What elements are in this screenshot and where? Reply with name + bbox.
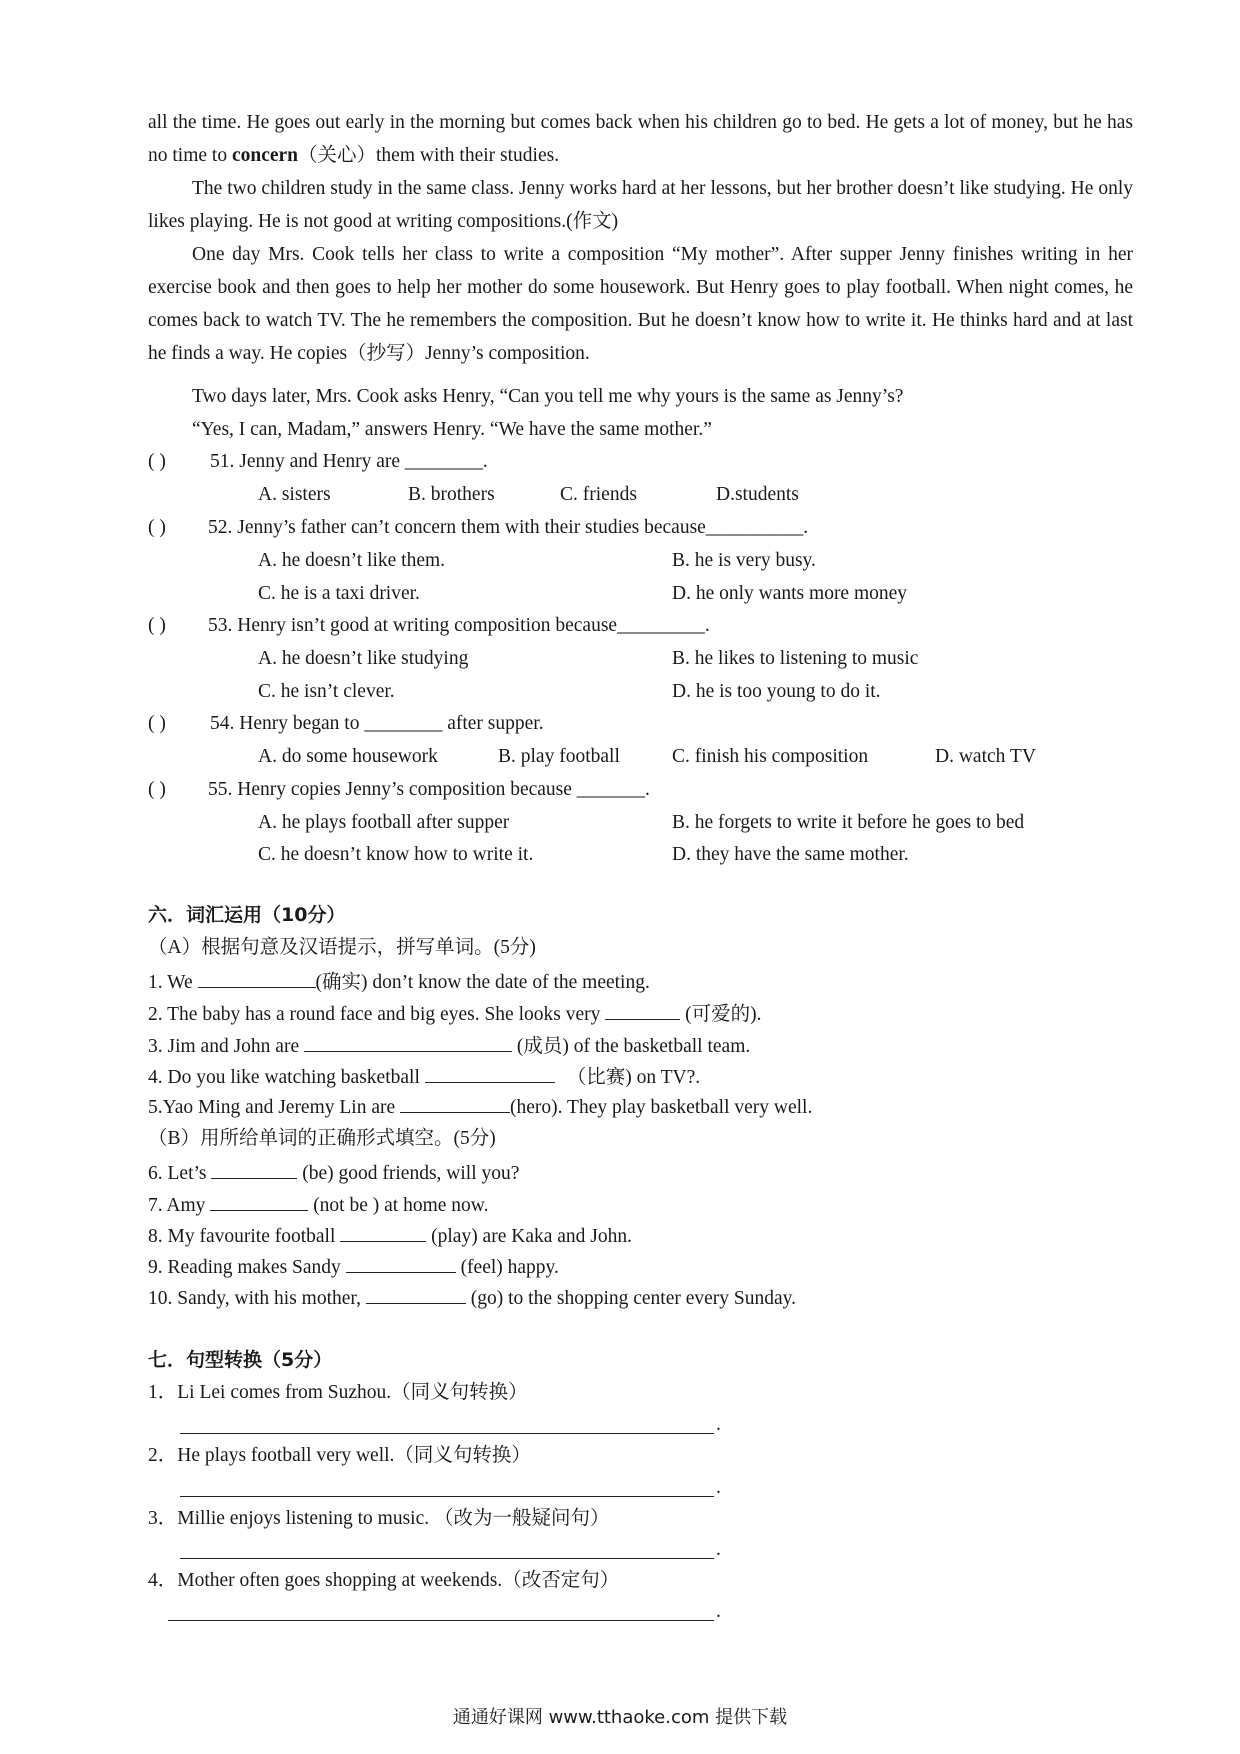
reading-paragraph-2: One day Mrs. Cook tells her class to write a composition “My mother”. After supper Jenny finishes writing in her exercise book and then goes to help her mother do some housework. But Henry goes to play football. When night comes, he comes back to watch TV. The he remembers the composition. But he doesn’t know how to write it. He thinks hard and at last he finds a way. He copies（抄写）Jenny’s composition. <box>148 244 1133 364</box>
option-53-b[interactable]: B. he likes to listening to music <box>672 648 919 669</box>
answer-line-1[interactable] <box>180 1433 714 1434</box>
option-51-b[interactable]: B. brothers <box>408 484 495 505</box>
answer-line-period: . <box>716 1539 721 1560</box>
option-52-a[interactable]: A. he doesn’t like them. <box>258 550 446 571</box>
transform-item-1: 1．Li Lei comes from Suzhou.（同义句转换） <box>148 1382 528 1403</box>
vocab-item-10: 10. Sandy, with his mother, (go) to the shopping center every Sunday. <box>148 1285 796 1311</box>
answer-paren-52[interactable]: ( ) <box>148 517 166 538</box>
answer-line-period: . <box>716 1477 721 1498</box>
answer-blank[interactable] <box>340 1223 426 1242</box>
question-53-stem: 53. Henry isn’t good at writing composition because_________. <box>208 615 710 636</box>
answer-blank[interactable] <box>366 1285 466 1304</box>
transform-item-3: 3．Millie enjoys listening to music. （改为一般疑问句） <box>148 1508 610 1529</box>
answer-paren-51[interactable]: ( ) <box>148 451 166 472</box>
option-51-c[interactable]: C. friends <box>560 484 637 505</box>
option-52-b[interactable]: B. he is very busy. <box>672 550 816 571</box>
vocab-item-5: 5.Yao Ming and Jeremy Lin are (hero). They play basketball very well. <box>148 1094 812 1120</box>
answer-line-period: . <box>716 1601 721 1622</box>
vocab-item-9: 9. Reading makes Sandy (feel) happy. <box>148 1254 559 1280</box>
vocab-item-2: 2. The baby has a round face and big eyes. She looks very (可爱的). <box>148 1001 761 1027</box>
concern-word: concern <box>231 145 299 166</box>
answer-line-period: . <box>716 1414 721 1435</box>
reading-paragraph-3: Two days later, Mrs. Cook asks Henry, “Can you tell me why yours is the same as Jenny’s? <box>192 386 904 407</box>
question-51-stem: 51. Jenny and Henry are ________. <box>210 451 488 472</box>
answer-line-2[interactable] <box>180 1496 714 1497</box>
question-55-stem: 55. Henry copies Jenny’s composition because _______. <box>208 779 650 800</box>
option-53-a[interactable]: A. he doesn’t like studying <box>258 648 469 669</box>
answer-blank[interactable] <box>210 1192 308 1211</box>
section-6-title: 六．词汇运用（10分） <box>148 904 346 926</box>
option-54-a[interactable]: A. do some housework <box>258 746 438 767</box>
answer-paren-53[interactable]: ( ) <box>148 615 166 636</box>
answer-blank[interactable] <box>211 1160 297 1179</box>
question-54-stem: 54. Henry began to ________ after supper. <box>210 713 544 734</box>
answer-blank[interactable] <box>304 1033 512 1052</box>
reading-paragraph-1: The two children study in the same class. Jenny works hard at her lessons, but her brother doesn’t like studying. He only likes playing. He is not good at writing compositions.(作文) <box>148 178 1133 232</box>
option-55-d[interactable]: D. they have the same mother. <box>672 844 909 865</box>
vocab-item-7: 7. Amy (not be ) at home now. <box>148 1192 488 1218</box>
transform-item-2: 2．He plays football very well.（同义句转换） <box>148 1445 531 1466</box>
transform-item-4: 4．Mother often goes shopping at weekends.（改否定句） <box>148 1570 620 1591</box>
answer-line-3[interactable] <box>180 1558 714 1559</box>
option-54-c[interactable]: C. finish his composition <box>672 746 869 767</box>
option-52-d[interactable]: D. he only wants more money <box>672 583 908 604</box>
footer-source: 通通好课网 www.tthaoke.com 提供下载 <box>452 1707 788 1728</box>
answer-paren-54[interactable]: ( ) <box>148 713 166 734</box>
option-55-b[interactable]: B. he forgets to write it before he goes to bed <box>672 812 1025 833</box>
option-51-d[interactable]: D.students <box>716 484 799 505</box>
option-51-a[interactable]: A. sisters <box>258 484 331 505</box>
vocab-item-4: 4. Do you like watching basketball （比赛) on TV?. <box>148 1064 700 1090</box>
section-6-part-b: （B）用所给单词的正确形式填空。(5分) <box>148 1128 496 1149</box>
vocab-item-6: 6. Let’s (be) good friends, will you? <box>148 1160 519 1186</box>
option-54-b[interactable]: B. play football <box>498 746 620 767</box>
section-6-part-a: （A）根据句意及汉语提示，拼写单词。(5分) <box>148 937 536 958</box>
answer-blank[interactable] <box>425 1064 555 1083</box>
vocab-item-3: 3. Jim and John are (成员) of the basketball team. <box>148 1033 750 1059</box>
option-52-c[interactable]: C. he is a taxi driver. <box>258 583 420 604</box>
answer-blank[interactable] <box>605 1001 680 1020</box>
option-54-d[interactable]: D. watch TV <box>935 746 1036 767</box>
section-7-title: 七．句型转换（5分） <box>148 1349 333 1371</box>
option-55-c[interactable]: C. he doesn’t know how to write it. <box>258 844 534 865</box>
question-52-stem: 52. Jenny’s father can’t concern them with their studies because__________. <box>208 517 809 538</box>
vocab-item-1: 1. We (确实) don’t know the date of the meeting. <box>148 969 650 995</box>
vocab-item-8: 8. My favourite football (play) are Kaka and John. <box>148 1223 632 1249</box>
answer-paren-55[interactable]: ( ) <box>148 779 166 800</box>
answer-blank[interactable] <box>346 1254 456 1273</box>
reading-paragraph-4: “Yes, I can, Madam,” answers Henry. “We have the same mother.” <box>192 419 712 440</box>
answer-blank[interactable] <box>400 1094 510 1113</box>
option-53-c[interactable]: C. he isn’t clever. <box>258 681 395 702</box>
option-53-d[interactable]: D. he is too young to do it. <box>672 681 881 702</box>
option-55-a[interactable]: A. he plays football after supper <box>258 812 510 833</box>
reading-paragraph-0: all the time. He goes out early in the morning but comes back when his children go to bed. He gets a lot of money, but he has no time to concern（关心）them with their studies. <box>148 112 1133 166</box>
answer-blank[interactable] <box>198 969 316 988</box>
answer-line-4[interactable] <box>168 1620 714 1621</box>
